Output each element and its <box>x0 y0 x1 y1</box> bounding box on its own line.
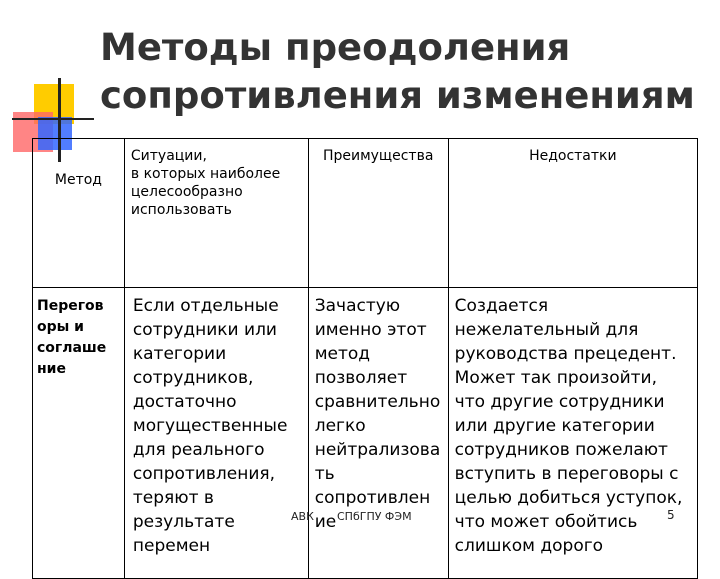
situations-line: перемен <box>132 536 211 556</box>
method-line: ние <box>37 361 66 377</box>
header-situations-line: использовать <box>130 202 232 218</box>
advantages-cell <box>308 288 448 579</box>
advantages-line: именно этот <box>314 320 427 340</box>
advantages-line: позволяет <box>314 368 408 388</box>
situations-line: сопротивления, <box>132 464 276 484</box>
header-advantages: Преимущества <box>308 139 448 288</box>
page-number: 5 <box>667 508 675 522</box>
situations-line: результате <box>132 512 235 532</box>
situations-line: категории <box>132 344 227 364</box>
advantages-line: сравнительно <box>314 392 441 412</box>
method-line: Перегов <box>37 298 104 314</box>
advantages-line: сопротивлен <box>314 488 431 508</box>
situations-line: достаточно <box>132 392 237 412</box>
disadvantages-line: вступить в переговоры с <box>454 464 679 484</box>
advantages-line: ие <box>314 512 337 532</box>
disadvantages-line: нежелательный для <box>454 320 639 340</box>
disadvantages-line: Может так произойти, <box>454 368 657 388</box>
situations-line: Если отдельные <box>132 296 279 316</box>
title-line-1: Методы преодоления <box>100 26 571 69</box>
advantages-line: легко <box>314 416 366 436</box>
advantages-line: метод <box>314 344 371 364</box>
disadvantages-line: или другие категории <box>454 416 655 436</box>
disadvantages-line: что может обойтись <box>454 512 638 532</box>
advantages-line: Зачастую <box>314 296 401 316</box>
disadvantages-line: руководства прецедент. <box>454 344 677 364</box>
header-disadvantages: Недостатки <box>448 139 697 288</box>
header-situations-line: Ситуации, <box>130 148 207 164</box>
title-line-2: сопротивления изменениям <box>100 74 695 117</box>
decor-horizontal-line <box>12 118 94 120</box>
header-situations-line: целесообразно <box>130 184 243 200</box>
situations-cell <box>124 288 308 579</box>
table-row <box>33 288 698 579</box>
footer-author: АВК <box>291 510 314 523</box>
method-line: оры и <box>37 319 84 335</box>
header-method: Метод <box>33 139 125 288</box>
disadvantages-line: слишком дорого <box>454 536 604 556</box>
header-situations <box>124 139 308 288</box>
disadvantages-line: что другие сотрудники <box>454 392 665 412</box>
situations-line: теряют в <box>132 488 214 508</box>
method-cell <box>33 288 125 579</box>
disadvantages-cell <box>448 288 697 579</box>
disadvantages-line: Создается <box>454 296 549 316</box>
advantages-line: нейтрализова <box>314 440 441 460</box>
method-line: соглаше <box>37 340 107 356</box>
header-row <box>33 139 698 288</box>
header-situations-line: в которых наиболее <box>130 166 281 182</box>
situations-line: могущественные <box>132 416 288 436</box>
situations-line: сотрудники или <box>132 320 277 340</box>
situations-line: для реального <box>132 440 265 460</box>
slide-title <box>100 24 710 120</box>
situations-line: сотрудников, <box>132 368 254 388</box>
disadvantages-line: сотрудников пожелают <box>454 440 668 460</box>
disadvantages-line: целью добиться уступок, <box>454 488 683 508</box>
advantages-line: ть <box>314 464 335 484</box>
footer-org: СПбГПУ ФЭМ <box>337 510 412 523</box>
